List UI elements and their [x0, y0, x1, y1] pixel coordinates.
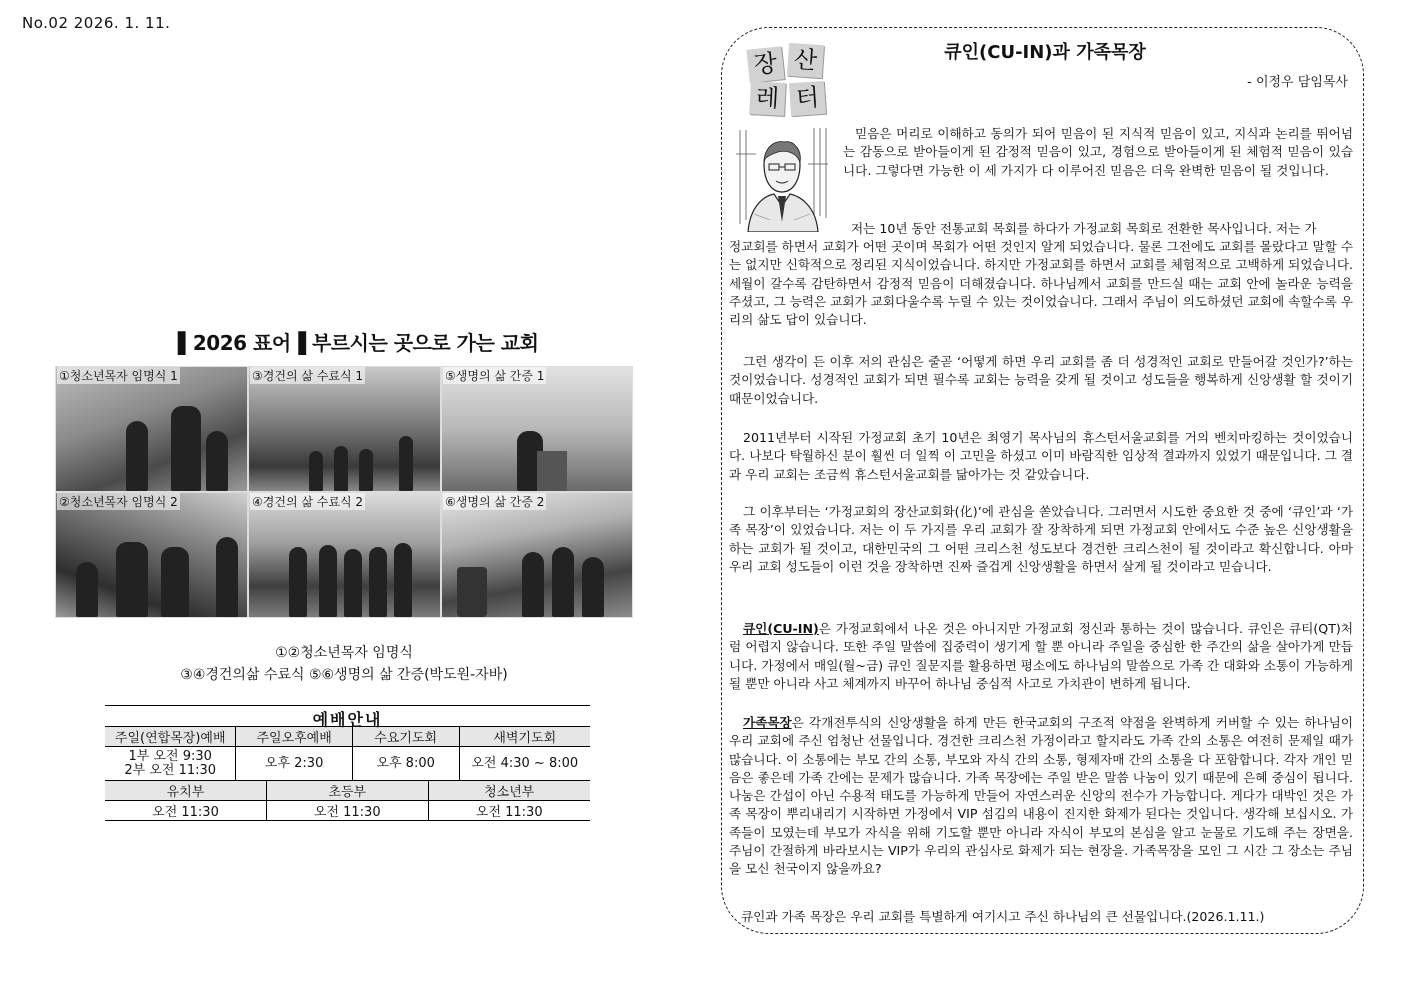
cuin-keyword: 큐인(CU-IN): [743, 621, 819, 636]
letter-paragraph-family-mokjang: [729, 714, 1353, 879]
pastor-portrait-sketch: [734, 124, 830, 232]
photo-youth-shepherd-2: [55, 492, 248, 618]
dawn-prayer-time: 오전 4:30 ~ 8:00: [459, 747, 590, 781]
department-times-table: [105, 781, 590, 821]
cuin-body: 은 가정교회에서 나온 것은 아니지만 가정교회 정신과 통하는 것이 많습니다. 큐인은 큐티(QT)처럼 어렵지 않습니다. 또한 주일 말씀에 집중력이 생기게 할 뿐 아니라 주일을 중심한 한 주간의 삶을 살아가게 만듭니다. 가정에서 매일(월~금) 큐인 질문지를 활용하면 평소에도 하나님의 말씀으로 가족 간 대화와 소통이 가능하게 될 뿐만 아니라 사고 체계까지 바꾸어 하나님 중심적 사고로 가치관이 변하게 됩니다.: [729, 621, 1353, 691]
youth-time: 오전 11:30: [428, 801, 590, 821]
header-sunday-service: 주일(연합목장)예배: [105, 727, 236, 747]
badge-char: 산: [787, 43, 824, 78]
header-wednesday-prayer: 수요기도회: [352, 727, 459, 747]
sunday-afternoon-time: 오후 2:30: [236, 747, 352, 781]
badge-char: 터: [789, 81, 826, 116]
kindergarten-time: 오전 11:30: [105, 801, 267, 821]
worship-schedule: [105, 705, 590, 821]
photo-grid: [55, 366, 633, 618]
letter-paragraph: 그런 생각이 든 이후 저의 관심은 줄곧 ‘어떻게 하면 우리 교회를 좀 더 성경적인 교회로 만들어갈 것인가?’하는 것이었습니다. 성경적인 교회가 되면 필수록 교회는 능력을 갖게 될 것이고 성도들을 행복하게 신앙생활 할 것이기 때문이었습니다.: [729, 354, 1353, 406]
wednesday-prayer-time: 오후 8:00: [352, 747, 459, 781]
header-dawn-prayer: 새벽기도회: [459, 727, 590, 747]
header-kindergarten: 유치부: [105, 781, 267, 801]
header-sunday-afternoon: 주일오후예배: [236, 727, 352, 747]
letter-paragraph-first-line: 저는 10년 동안 전통교회 목회를 하다가 가정교회 목회로 전환한 목사입니다. 저는 가: [851, 221, 1317, 236]
header-elementary: 초등부: [267, 781, 429, 801]
family-mokjang-body: 은 각개전투식의 신앙생활을 하게 만든 한국교회의 구조적 약점을 완벽하게 커버할 수 있는 하나님이 우리 교회에 주신 엄청난 선물입니다. 경건한 크리스천 가정이라고 할지라도 가족 간의 소통은 여전히 문제일 때가 많습니다. 이 소통에는 부모 간의 소통, 부모와 자식 간의 소통, 형제자매 간의 소통을 다 포함합니다. 각자 개인 믿음은 좋은데 가족 간에는 문제가 많습니다. 가족 목장에는 주일 받은 말씀 나눔이 있기 때문에 은혜 중심이 됩니다. 나눔은 간섭이 아닌 수용적 태도를 가능하게 만들어 자연스러운 신앙의 전수가 가능합니다. 게다가 대박인 것은 가족 목장이 뿌리내리기 시작하면 가정에서 VIP 섬김의 내용이 진지한 화제가 된다는 것입니다. 생각해 보십시오. 가족들이 모였는데 부모가 자식을 위해 기도할 뿐만 아니라 자식이 부모의 본심을 알고 눈물로 기도해 주는 장면을. 주님이 간절하게 바라보시는 VIP가 우리의 관심사로 화제가 되는 현장을. 가족목장을 모인 그 시간 그 장소는 주님을 모신 천국이지 않을까요?: [729, 715, 1353, 877]
worship-schedule-title: 예배안내: [105, 705, 590, 726]
letter-paragraph: 그 이후부터는 ‘가정교회의 장산교회화(化)’에 관심을 쏟았습니다. 그러면서 시도한 중요한 것 중에 ‘큐인’과 ‘가족 목장’이 있었습니다. 저는 이 두 가지를 우리 교회가 잘 장착하게 되면 가정교회 안에서도 수준 높은 신앙생활을 하는 교회가 될 것이고, 대한민국의 그 어떤 크리스천 성도보다 경건한 크리스천이 될 것이라고 확신합니다. 아마 우리 교회 성도들이 이런 것을 장착하면 진짜 즐겁게 신앙생활을 하면서 살게 될 것이라고 믿습니다.: [729, 504, 1353, 574]
letter-paragraph: 믿음은 머리로 이해하고 동의가 되어 믿음이 된 지식적 믿음이 있고, 지식과 논리를 뛰어넘는 감동으로 받아들이게 된 감정적 믿음이 있고, 경험으로 받아들이게 된 체험적 믿음이 있습니다. 그렇다면 가능한 이 세 가지가 다 이루어진 믿음은 더욱 완벽한 믿음이 될 것입니다.: [843, 126, 1353, 178]
sunday-service-times: [105, 747, 236, 781]
sunday-first-service: 1부 오전 9:30: [128, 748, 212, 764]
photo-summary-line-1: ①②청소년목자 임명식: [275, 645, 413, 661]
letter-badge-logo: [748, 44, 826, 116]
photo-caption: ⑤생명의 삶 간증 1: [445, 369, 545, 383]
photo-youth-shepherd-1: [55, 366, 248, 492]
letter-author: - 이정우 담임목사: [1247, 75, 1348, 90]
year-motto-heading: ▌2026 표어▐ 부르시는 곳으로 가는 교회: [178, 331, 539, 355]
letter-paragraph: 정교회를 하면서 교회가 어떤 곳이며 목회가 어떤 것인지 알게 되었습니다. 물론 그전에도 교회를 몰랐다고 말할 수는 없지만 신학적으로 정리된 지식이었습니다. 하지만 가정교회를 하면서 교회를 체험적으로 고백하게 되었습니다. 세월이 갈수록 감탄하면서 감정적 믿음이 더해졌습니다. 하나님께서 교회를 만드실 때는 교회 안에 놀라운 능력을 주셨고, 그 능력은 교회가 교회다울수록 누릴 수 있는 것이었습니다. 그래서 주님이 의도하셨던 교회에 속할수록 우리의 삶도 답이 있습니다.: [729, 239, 1353, 328]
letter-title: 큐인(CU-IN)과 가족목장: [944, 42, 1146, 63]
worship-times-table: [105, 726, 590, 781]
photo-devotion-graduation-2: [248, 492, 441, 618]
photo-caption: ②청소년목자 임명식 2: [59, 495, 178, 509]
family-mokjang-keyword: 가족목장: [743, 715, 792, 730]
letter-paragraph-cuin: [729, 620, 1353, 693]
badge-char: 장: [746, 46, 784, 82]
photo-devotion-graduation-1: [248, 366, 441, 492]
photo-life-testimony-1: [441, 366, 633, 492]
header-youth: 청소년부: [428, 781, 590, 801]
badge-char: 레: [749, 81, 786, 116]
sunday-second-service: 2부 오전 11:30: [124, 762, 217, 778]
elementary-time: 오전 11:30: [267, 801, 429, 821]
photo-caption: ③경건의 삶 수료식 1: [252, 369, 363, 383]
issue-number-date: No.02 2026. 1. 11.: [22, 14, 171, 32]
photo-summary-line-2: ③④경건의삶 수료식 ⑤⑥생명의 삶 간증(박도원-자바): [180, 667, 508, 683]
photo-life-testimony-2: [441, 492, 633, 618]
photo-caption: ④경건의 삶 수료식 2: [252, 495, 363, 509]
letter-paragraph: 2011년부터 시작된 가정교회 초기 10년은 최영기 목사님의 휴스턴서울교회를 거의 벤치마킹하는 것이었습니다. 나보다 탁월하신 분이 훨씬 더 일찍 이 고민을 하셨고 이미 바람직한 임상적 결과까지 있었기 때문입니다. 그 결과 우리 교회는 조금씩 휴스턴서울교회를 닮아가는 것 같았습니다.: [729, 430, 1353, 482]
photo-caption: ①청소년목자 임명식 1: [59, 369, 178, 383]
photo-caption: ⑥생명의 삶 간증 2: [445, 495, 545, 509]
letter-closing: 큐인과 가족 목장은 우리 교회를 특별하게 여기시고 주신 하나님의 큰 선물입니다.(2026.1.11.): [741, 909, 1265, 924]
